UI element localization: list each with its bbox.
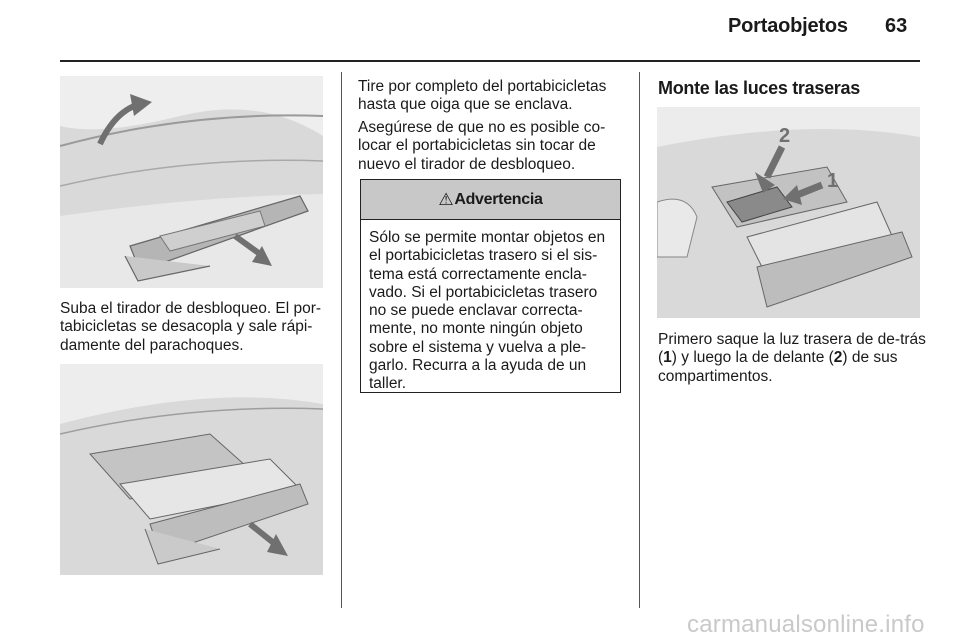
bold-number: 2 [833,349,843,367]
text-run: ) de sus compartimentos. [658,349,898,385]
paragraph: Asegúrese de que no es posible co-locar el portabicicletas sin tocar de nuevo el tirador de desbloqueo. [358,119,606,173]
warning-text: Sólo se permite montar objetos en el portabicicletas trasero si el sis-tema está correctamente encla-vado. Si el portabicicletas trasero no se puede enclavar correcta-mente, no monte ningún objeto sobre el sistema y vuelva a ple-garlo. Recurra a la ayuda de un taller. [369,229,606,393]
column-divider [341,72,342,608]
figure-release-handle [60,76,323,288]
paragraph: Tire por completo del portabicicletas hasta que oiga que se enclava. [358,78,607,114]
warning-box [360,179,621,393]
warning-title: Advertencia [454,190,543,208]
text-run: Primero saque la luz trasera de de-trás ( [658,331,926,367]
column-divider [639,72,640,608]
figure-carrier-extended [60,364,323,575]
page-title: Portaobjetos [728,15,848,37]
figure-label-2: 2 [779,125,791,147]
warning-triangle-icon: ⚠ [438,189,454,209]
section-heading: Monte las luces traseras [658,78,860,98]
header-divider [60,60,920,62]
watermark: carmanualsonline.info [687,611,925,638]
bold-number: 1 [663,349,672,367]
paragraph [658,331,928,386]
warning-header [361,180,620,220]
page-number: 63 [885,15,908,37]
figure-rear-lights [657,107,920,318]
paragraph: Suba el tirador de desbloqueo. El por-tabicicletas se desacopla y sale rápi-damente del parachoques. [60,300,322,354]
text-run: ) y luego la de delante ( [671,349,834,367]
figure-label-1: 1 [827,170,839,192]
